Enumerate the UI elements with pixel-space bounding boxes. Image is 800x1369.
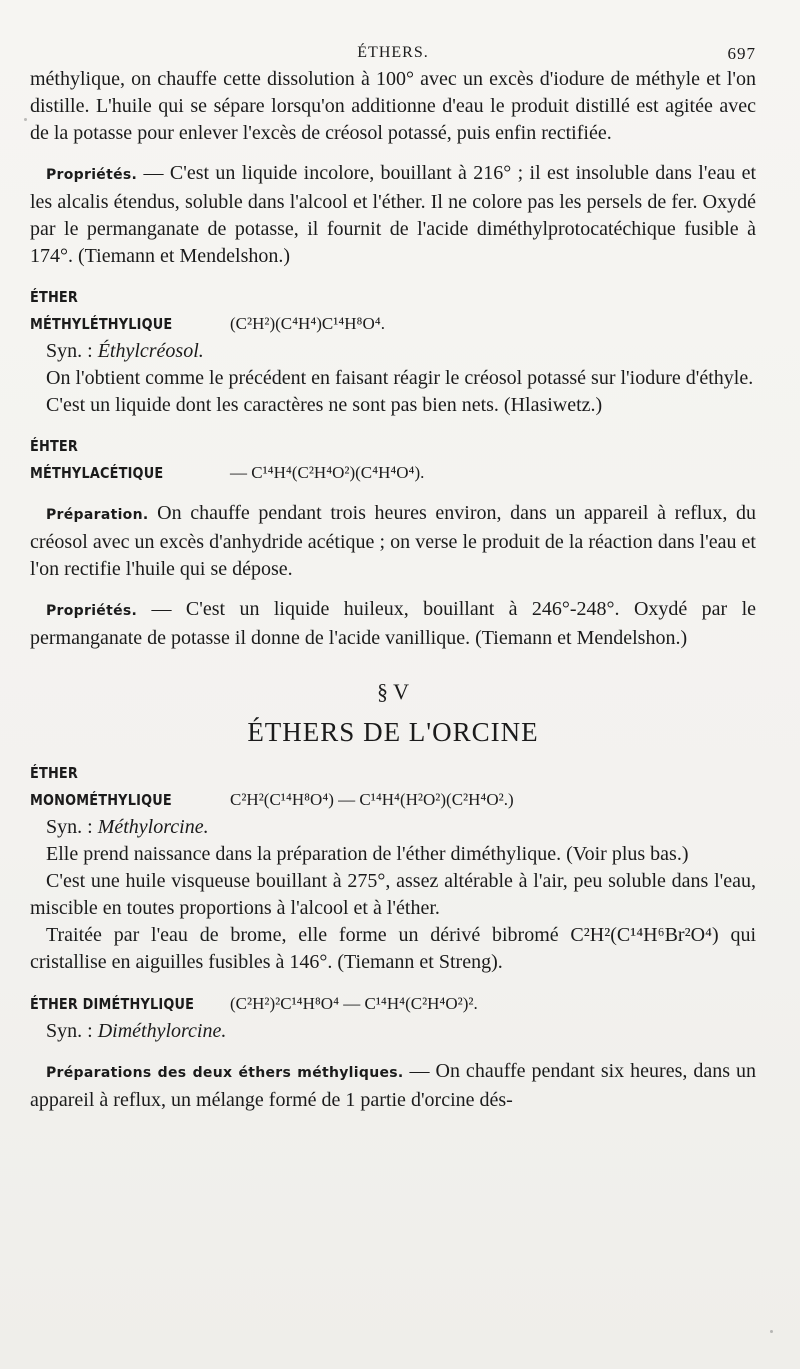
running-head xyxy=(30,44,756,66)
compound-formula: — C¹⁴H⁴(C²H⁴O²)(C⁴H⁴O⁴). xyxy=(230,463,425,482)
compound-formula: (C²H²)(C⁴H⁴)C¹⁴H⁸O⁴. xyxy=(230,314,385,333)
page-body xyxy=(30,66,756,1114)
compound-heading-monomethylique xyxy=(30,760,756,814)
compound-heading-methylacetique xyxy=(30,433,756,487)
paragraph-text: On chauffe pendant trois heures environ, dans un appareil à reflux, du créosol avec un excès d'anhydride acétique ; on verse le produit de la réaction dans l'eau et l'on rectifie l'huile qui se dépose. xyxy=(30,502,756,580)
compound-formula: (C²H²)²C¹⁴H⁸O⁴ — C¹⁴H⁴(C²H⁴O²)². xyxy=(230,994,478,1013)
run-in-heading: Propriétés. xyxy=(46,167,138,183)
paragraph: Traitée par l'eau de brome, elle forme un dérivé bibromé C²H²(C¹⁴H⁶Br²O⁴) qui cristallise en aiguilles fusibles à 146°. (Tiemann et Streng). xyxy=(30,924,756,973)
synonym-name: Méthylorcine. xyxy=(97,816,209,838)
compound-heading-dimethylique xyxy=(30,990,756,1018)
run-in-heading: Propriétés. xyxy=(46,603,138,619)
run-in-heading: Préparations des deux éthers méthyliques. xyxy=(46,1065,404,1081)
section-number: § V xyxy=(377,679,409,704)
paragraph-preparation xyxy=(30,500,756,583)
synonym-line xyxy=(30,814,756,841)
paragraph-continued: méthylique, on chauffe cette dissolution à 100° avec un excès d'iodure de méthyle et l'on distille. L'huile qui se sépare lorsqu'on additionne d'eau le produit distillé est agitée avec de la potasse pour enlever l'excès de créosol potassé, puis enfin rectifiée. xyxy=(30,68,756,144)
synonym-line xyxy=(30,1018,756,1045)
paragraph-properties xyxy=(30,160,756,270)
section-title: ÉTHERS DE L'ORCINE xyxy=(247,717,539,747)
paragraph-properties xyxy=(30,596,756,652)
paragraph-text: — C'est un liquide incolore, bouillant à 216° ; il est insoluble dans l'eau et les alcalis étendus, soluble dans l'alcool et l'éther. Il ne colore pas les persels de fer. Oxydé par le permanganate de potasse, il fournit de l'acide diméthylprotocatéchique fusible à 174°. (Tiemann et Mendelshon.) xyxy=(30,162,756,267)
synonym-line xyxy=(30,338,756,365)
compound-name: ÉTHER DIMÉTHYLIQUE xyxy=(30,995,195,1013)
paper-speck xyxy=(24,118,27,121)
synonym-name: Éthylcréosol. xyxy=(97,340,204,362)
compound-name: ÉHTER MÉTHYLACÉTIQUE xyxy=(30,437,164,482)
page-number: 697 xyxy=(727,44,756,63)
paragraph: Elle prend naissance dans la préparation de l'éther diméthylique. (Voir plus bas.) xyxy=(46,843,689,865)
paragraph: C'est une huile visqueuse bouillant à 275°, assez altérable à l'air, peu soluble dans l'eau, miscible en toutes proportions à l'alcool et à l'éther. xyxy=(30,870,756,919)
paper-speck xyxy=(770,1330,773,1333)
synonym-label: Syn. : xyxy=(46,1020,98,1042)
run-in-heading: Préparation. xyxy=(46,507,149,523)
compound-name: ÉTHER MÉTHYLÉTHYLIQUE xyxy=(30,288,173,333)
paragraph-text: — On chauffe pendant six heures, dans un appareil à reflux, un mélange formé de 1 partie d'orcine dés- xyxy=(30,1060,756,1111)
paragraph: C'est un liquide dont les caractères ne sont pas bien nets. (Hlasiwetz.) xyxy=(46,394,603,416)
compound-heading-methylethylique xyxy=(30,284,756,338)
paragraph-text: — C'est un liquide huileux, bouillant à 246°-248°. Oxydé par le permanganate de potasse il donne de l'acide vanillique. (Tiemann et Mendelshon.) xyxy=(30,598,756,649)
running-title: ÉTHERS. xyxy=(357,44,429,61)
compound-formula: C²H²(C¹⁴H⁸O⁴) — C¹⁴H⁴(H²O²)(C²H⁴O².) xyxy=(230,790,514,809)
synonym-name: Diméthylorcine. xyxy=(97,1020,227,1042)
synonym-label: Syn. : xyxy=(46,340,98,362)
compound-name: ÉTHER MONOMÉTHYLIQUE xyxy=(30,764,172,809)
paragraph-preparation xyxy=(30,1058,756,1114)
paragraph: On l'obtient comme le précédent en faisant réagir le créosol potassé sur l'iodure d'éthyle. xyxy=(46,367,754,389)
synonym-label: Syn. : xyxy=(46,816,98,838)
